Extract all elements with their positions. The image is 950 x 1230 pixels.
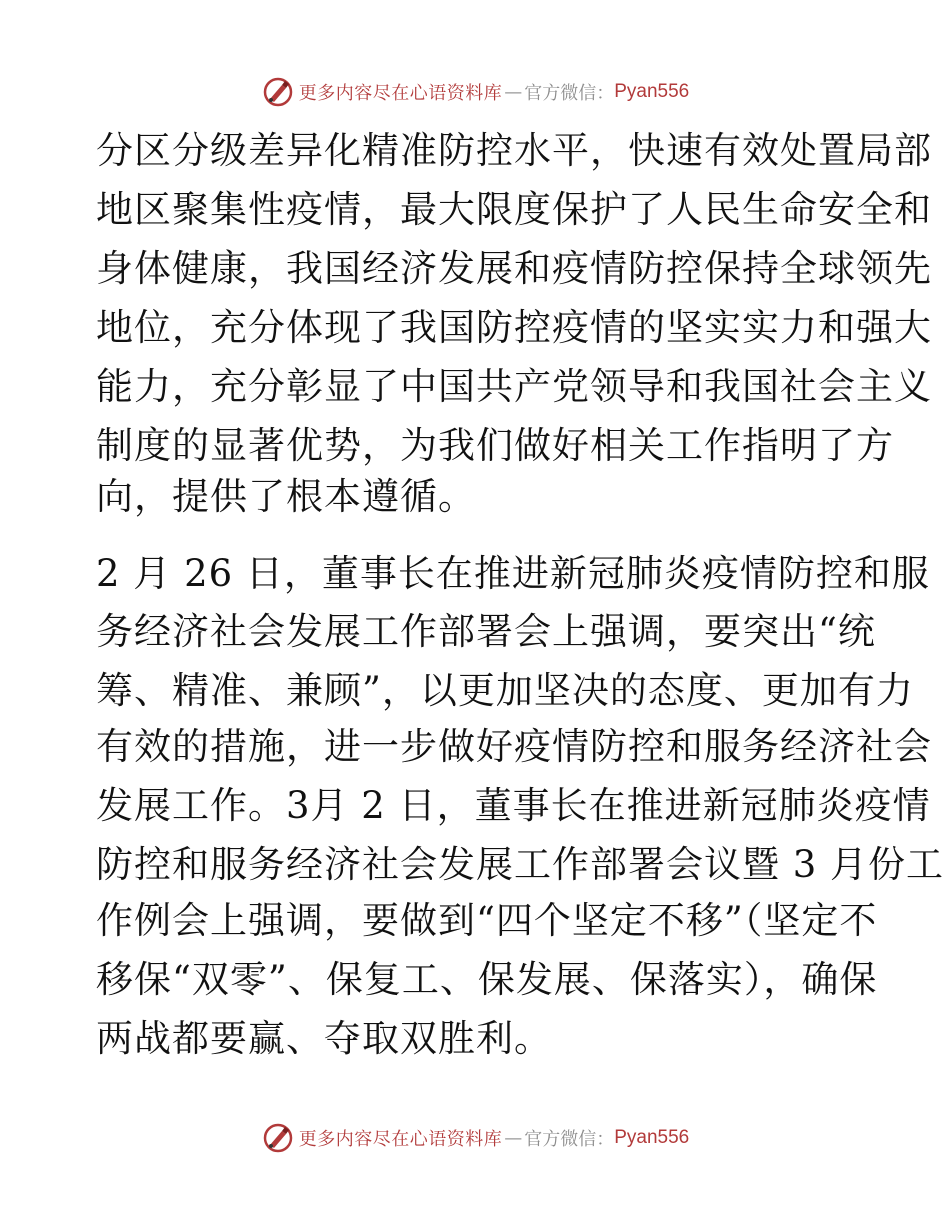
- paragraph-2-line-5: 发展工作。3月 2 日，董事长在推进新冠肺炎疫情: [96, 784, 931, 827]
- header-watermark: [0, 72, 950, 112]
- paragraph-2-line-2: 务经济社会发展工作部署会上强调，要突出“统: [96, 610, 876, 653]
- paragraph-2-line-8: 移保“双零”、保复工、保发展、保落实），确保: [96, 958, 878, 1001]
- pen-logo-icon: [261, 75, 295, 109]
- footer-watermark: [0, 1118, 950, 1158]
- watermark-text: 更多内容尽在心语资料库: [298, 1129, 503, 1150]
- paragraph-2-line-7: 作例会上强调，要做到“四个坚定不移”（坚定不: [96, 899, 878, 942]
- watermark-wechat-id: Pyan556: [614, 81, 690, 102]
- watermark-wechat-label: 官方微信：: [524, 83, 615, 104]
- pen-logo-icon: [261, 1121, 295, 1155]
- watermark-wechat-label: 官方微信：: [524, 1129, 615, 1150]
- paragraph-2-line-6: 防控和服务经济社会发展工作部署会议暨 3 月份工: [96, 843, 945, 886]
- paragraph-2-line-3: 筹、精准、兼顾”，以更加坚决的态度、更加有力: [96, 669, 914, 712]
- paragraph-2-line-9: 两战都要赢、夺取双胜利。: [96, 1017, 552, 1060]
- paragraph-1-line-7: 向，提供了根本遵循。: [96, 475, 476, 518]
- paragraph-1-line-6: 制度的显著优势，为我们做好相关工作指明了方: [96, 424, 894, 467]
- paragraph-1-line-2: 地区聚集性疫情，最大限度保护了人民生命安全和: [96, 188, 932, 231]
- paragraph-1-line-3: 身体健康，我国经济发展和疫情防控保持全球领先: [96, 247, 932, 290]
- watermark-separator: —: [504, 1127, 523, 1149]
- paragraph-2-line-1: 2 月 26 日，董事长在推进新冠肺炎疫情防控和服: [96, 552, 930, 595]
- watermark-text: 更多内容尽在心语资料库: [298, 83, 503, 104]
- paragraph-1-line-4: 地位，充分体现了我国防控疫情的坚实实力和强大: [96, 306, 932, 349]
- paragraph-1-line-1: 分区分级差异化精准防控水平，快速有效处置局部: [96, 129, 932, 172]
- watermark-separator: —: [504, 81, 523, 103]
- paragraph-1-line-5: 能力，充分彰显了中国共产党领导和我国社会主义: [96, 365, 932, 408]
- watermark-wechat-id: Pyan556: [614, 1127, 690, 1148]
- paragraph-2-line-4: 有效的措施，进一步做好疫情防控和服务经济社会: [96, 725, 932, 768]
